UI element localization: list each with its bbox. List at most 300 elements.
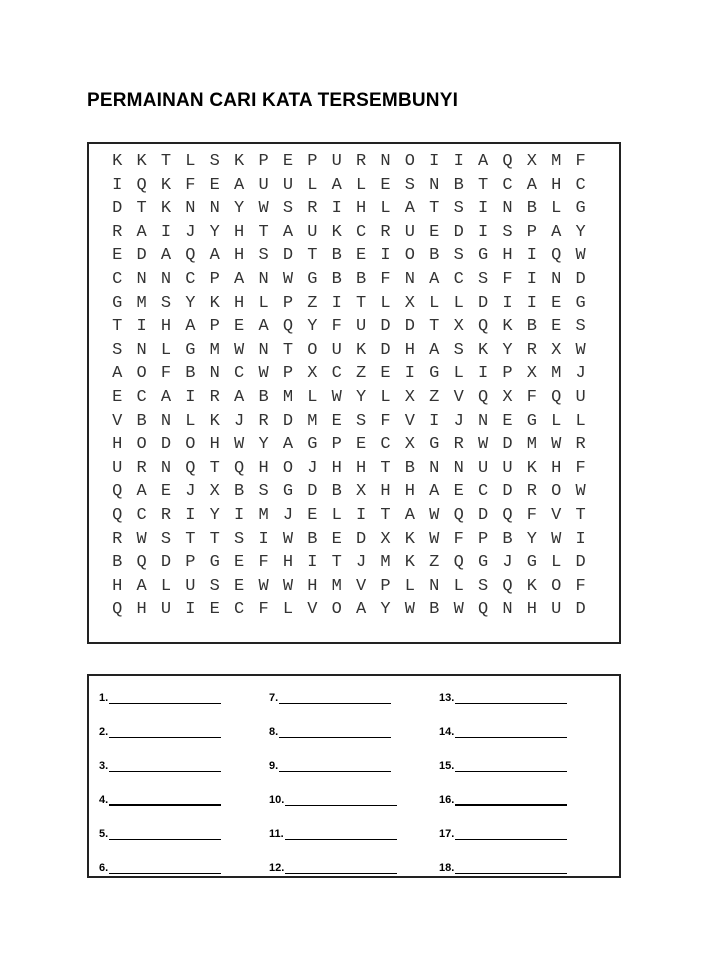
grid-letter[interactable]: X: [209, 482, 220, 502]
grid-letter[interactable]: R: [160, 505, 172, 525]
answer-blank-line[interactable]: [455, 794, 567, 806]
grid-letter[interactable]: B: [453, 175, 464, 195]
grid-letter[interactable]: Y: [307, 317, 318, 337]
grid-letter[interactable]: D: [404, 317, 415, 337]
grid-letter[interactable]: H: [356, 458, 367, 478]
grid-letter[interactable]: N: [551, 269, 562, 289]
grid-letter[interactable]: I: [477, 199, 489, 219]
grid-letter[interactable]: L: [453, 576, 464, 596]
grid-letter[interactable]: Z: [429, 553, 440, 573]
grid-letter[interactable]: H: [404, 482, 415, 502]
grid-letter[interactable]: T: [575, 505, 586, 525]
grid-letter[interactable]: Y: [185, 293, 196, 313]
grid-letter[interactable]: W: [258, 576, 269, 596]
answer-blank-line[interactable]: [279, 761, 391, 772]
answer-blank-line[interactable]: [279, 727, 391, 738]
grid-letter[interactable]: U: [575, 387, 586, 407]
grid-letter[interactable]: T: [429, 199, 440, 219]
grid-letter[interactable]: Q: [234, 458, 245, 478]
grid-letter[interactable]: K: [160, 199, 172, 219]
grid-letter[interactable]: L: [551, 199, 562, 219]
grid-letter[interactable]: V: [112, 411, 123, 431]
grid-letter[interactable]: I: [477, 364, 489, 384]
grid-letter[interactable]: A: [234, 269, 245, 289]
grid-letter[interactable]: F: [453, 529, 464, 549]
grid-letter[interactable]: T: [185, 529, 196, 549]
grid-letter[interactable]: R: [209, 387, 220, 407]
grid-letter[interactable]: P: [258, 152, 269, 171]
grid-letter[interactable]: E: [356, 435, 367, 455]
grid-letter[interactable]: K: [112, 152, 123, 171]
grid-letter[interactable]: E: [453, 482, 464, 502]
grid-letter[interactable]: G: [477, 553, 489, 573]
grid-letter[interactable]: M: [551, 152, 562, 171]
grid-letter[interactable]: Q: [477, 317, 489, 337]
grid-letter[interactable]: I: [502, 293, 513, 313]
grid-letter[interactable]: A: [429, 482, 440, 502]
grid-letter[interactable]: D: [502, 482, 513, 502]
grid-letter[interactable]: T: [331, 553, 342, 573]
grid-letter[interactable]: H: [234, 246, 245, 266]
grid-letter[interactable]: A: [429, 269, 440, 289]
answer-blank-line[interactable]: [285, 863, 397, 874]
grid-letter[interactable]: D: [112, 199, 123, 219]
grid-letter[interactable]: W: [404, 600, 415, 620]
grid-letter[interactable]: S: [282, 199, 294, 219]
grid-letter[interactable]: L: [380, 199, 391, 219]
grid-letter[interactable]: U: [551, 600, 562, 620]
grid-letter[interactable]: L: [331, 505, 342, 525]
grid-letter[interactable]: H: [209, 435, 220, 455]
grid-letter[interactable]: G: [477, 246, 489, 266]
grid-letter[interactable]: T: [429, 317, 440, 337]
grid-letter[interactable]: F: [526, 387, 537, 407]
grid-letter[interactable]: R: [356, 152, 367, 171]
grid-letter[interactable]: W: [551, 529, 562, 549]
grid-letter[interactable]: S: [502, 222, 513, 242]
grid-letter[interactable]: E: [380, 364, 391, 384]
grid-letter[interactable]: A: [160, 387, 172, 407]
grid-letter[interactable]: Q: [551, 387, 562, 407]
grid-letter[interactable]: Q: [282, 317, 294, 337]
grid-letter[interactable]: W: [551, 435, 562, 455]
grid-letter[interactable]: W: [477, 435, 489, 455]
grid-letter[interactable]: W: [258, 364, 269, 384]
grid-letter[interactable]: I: [234, 505, 245, 525]
grid-letter[interactable]: T: [209, 529, 220, 549]
grid-letter[interactable]: O: [282, 458, 294, 478]
grid-letter[interactable]: P: [282, 293, 294, 313]
grid-letter[interactable]: V: [404, 411, 415, 431]
grid-letter[interactable]: I: [160, 222, 172, 242]
grid-letter[interactable]: X: [404, 387, 415, 407]
grid-letter[interactable]: H: [258, 458, 269, 478]
grid-letter[interactable]: O: [331, 600, 342, 620]
grid-letter[interactable]: D: [380, 317, 391, 337]
grid-letter[interactable]: M: [282, 387, 294, 407]
grid-letter[interactable]: T: [209, 458, 220, 478]
grid-letter[interactable]: B: [234, 482, 245, 502]
grid-letter[interactable]: S: [453, 340, 464, 360]
grid-letter[interactable]: F: [502, 269, 513, 289]
grid-letter[interactable]: I: [380, 246, 391, 266]
grid-letter[interactable]: O: [551, 576, 562, 596]
grid-letter[interactable]: V: [356, 576, 367, 596]
answer-blank-line[interactable]: [285, 795, 397, 806]
grid-letter[interactable]: Q: [453, 505, 464, 525]
grid-letter[interactable]: G: [307, 269, 318, 289]
grid-letter[interactable]: W: [136, 529, 147, 549]
grid-letter[interactable]: O: [136, 435, 147, 455]
grid-letter[interactable]: E: [112, 387, 123, 407]
grid-letter[interactable]: E: [356, 246, 367, 266]
grid-letter[interactable]: J: [502, 553, 513, 573]
grid-letter[interactable]: G: [526, 411, 537, 431]
grid-letter[interactable]: U: [331, 340, 342, 360]
answer-blank-line[interactable]: [109, 863, 221, 874]
grid-letter[interactable]: T: [160, 152, 172, 171]
grid-letter[interactable]: O: [404, 152, 415, 171]
grid-letter[interactable]: Q: [185, 246, 196, 266]
grid-letter[interactable]: B: [331, 246, 342, 266]
grid-letter[interactable]: E: [429, 222, 440, 242]
grid-letter[interactable]: W: [331, 387, 342, 407]
grid-letter[interactable]: A: [185, 317, 196, 337]
grid-letter[interactable]: M: [307, 411, 318, 431]
grid-letter[interactable]: N: [477, 411, 489, 431]
grid-letter[interactable]: U: [185, 576, 196, 596]
grid-letter[interactable]: I: [526, 246, 537, 266]
grid-letter[interactable]: K: [160, 175, 172, 195]
grid-letter[interactable]: D: [380, 340, 391, 360]
grid-letter[interactable]: A: [136, 222, 147, 242]
grid-letter[interactable]: X: [307, 364, 318, 384]
grid-letter[interactable]: K: [136, 152, 147, 171]
grid-letter[interactable]: I: [575, 529, 586, 549]
grid-letter[interactable]: N: [160, 458, 172, 478]
grid-letter[interactable]: G: [526, 553, 537, 573]
grid-letter[interactable]: N: [404, 269, 415, 289]
grid-letter[interactable]: K: [331, 222, 342, 242]
grid-letter[interactable]: A: [258, 317, 269, 337]
grid-letter[interactable]: N: [380, 152, 391, 171]
grid-letter[interactable]: X: [404, 435, 415, 455]
grid-letter[interactable]: P: [209, 317, 220, 337]
grid-letter[interactable]: H: [551, 458, 562, 478]
grid-letter[interactable]: O: [307, 340, 318, 360]
grid-letter[interactable]: G: [112, 293, 123, 313]
grid-letter[interactable]: K: [526, 576, 537, 596]
grid-letter[interactable]: G: [282, 482, 294, 502]
grid-letter[interactable]: O: [551, 482, 562, 502]
grid-letter[interactable]: J: [185, 482, 196, 502]
grid-letter[interactable]: W: [575, 482, 586, 502]
grid-letter[interactable]: D: [575, 553, 586, 573]
grid-letter[interactable]: F: [185, 175, 196, 195]
grid-letter[interactable]: B: [331, 269, 342, 289]
grid-letter[interactable]: G: [209, 553, 220, 573]
grid-letter[interactable]: P: [502, 364, 513, 384]
grid-letter[interactable]: R: [575, 435, 586, 455]
grid-letter[interactable]: J: [307, 458, 318, 478]
grid-letter[interactable]: M: [136, 293, 147, 313]
grid-letter[interactable]: B: [526, 199, 537, 219]
grid-letter[interactable]: E: [331, 411, 342, 431]
grid-letter[interactable]: H: [234, 293, 245, 313]
grid-letter[interactable]: L: [380, 387, 391, 407]
grid-letter[interactable]: Q: [502, 152, 513, 171]
grid-letter[interactable]: S: [575, 317, 586, 337]
grid-letter[interactable]: V: [551, 505, 562, 525]
grid-letter[interactable]: U: [502, 458, 513, 478]
grid-letter[interactable]: S: [160, 293, 172, 313]
grid-letter[interactable]: D: [453, 222, 464, 242]
grid-letter[interactable]: D: [575, 600, 586, 620]
grid-letter[interactable]: T: [356, 293, 367, 313]
grid-letter[interactable]: S: [477, 269, 489, 289]
grid-letter[interactable]: W: [429, 529, 440, 549]
grid-letter[interactable]: X: [551, 340, 562, 360]
grid-letter[interactable]: U: [307, 222, 318, 242]
grid-letter[interactable]: Z: [356, 364, 367, 384]
grid-letter[interactable]: H: [380, 482, 391, 502]
grid-letter[interactable]: R: [380, 222, 391, 242]
grid-letter[interactable]: I: [258, 529, 269, 549]
grid-letter[interactable]: K: [404, 529, 415, 549]
grid-letter[interactable]: D: [136, 246, 147, 266]
grid-letter[interactable]: T: [380, 505, 391, 525]
grid-letter[interactable]: H: [282, 553, 294, 573]
grid-letter[interactable]: F: [331, 317, 342, 337]
grid-letter[interactable]: I: [331, 293, 342, 313]
grid-letter[interactable]: P: [282, 364, 294, 384]
grid-letter[interactable]: K: [356, 340, 367, 360]
grid-letter[interactable]: M: [331, 576, 342, 596]
grid-letter[interactable]: V: [453, 387, 464, 407]
grid-letter[interactable]: T: [477, 175, 489, 195]
grid-letter[interactable]: A: [209, 246, 220, 266]
grid-letter[interactable]: I: [356, 505, 367, 525]
answer-blank-line[interactable]: [455, 727, 567, 738]
grid-letter[interactable]: T: [136, 199, 147, 219]
grid-letter[interactable]: D: [160, 435, 172, 455]
grid-letter[interactable]: D: [356, 529, 367, 549]
grid-letter[interactable]: A: [282, 222, 294, 242]
grid-letter[interactable]: D: [502, 435, 513, 455]
grid-letter[interactable]: H: [404, 340, 415, 360]
grid-letter[interactable]: S: [112, 340, 123, 360]
grid-letter[interactable]: Q: [477, 387, 489, 407]
grid-letter[interactable]: I: [136, 317, 147, 337]
grid-letter[interactable]: F: [160, 364, 172, 384]
grid-letter[interactable]: Y: [258, 435, 269, 455]
grid-letter[interactable]: E: [331, 529, 342, 549]
grid-letter[interactable]: I: [477, 222, 489, 242]
grid-letter[interactable]: I: [404, 364, 415, 384]
grid-letter[interactable]: J: [453, 411, 464, 431]
grid-letter[interactable]: S: [234, 529, 245, 549]
grid-letter[interactable]: M: [551, 364, 562, 384]
grid-letter[interactable]: E: [234, 317, 245, 337]
grid-letter[interactable]: Q: [136, 175, 147, 195]
grid-letter[interactable]: O: [136, 364, 147, 384]
grid-letter[interactable]: S: [209, 152, 220, 171]
grid-letter[interactable]: E: [380, 175, 391, 195]
grid-letter[interactable]: H: [112, 435, 123, 455]
grid-letter[interactable]: N: [136, 269, 147, 289]
grid-letter[interactable]: L: [404, 576, 415, 596]
grid-letter[interactable]: C: [331, 364, 342, 384]
grid-letter[interactable]: A: [404, 505, 415, 525]
grid-letter[interactable]: R: [526, 482, 537, 502]
grid-letter[interactable]: F: [258, 600, 269, 620]
answer-blank-line[interactable]: [279, 693, 391, 704]
grid-letter[interactable]: L: [307, 387, 318, 407]
grid-letter[interactable]: Q: [551, 246, 562, 266]
grid-letter[interactable]: M: [209, 340, 220, 360]
grid-letter[interactable]: B: [258, 387, 269, 407]
grid-letter[interactable]: I: [185, 387, 196, 407]
grid-letter[interactable]: H: [526, 600, 537, 620]
grid-letter[interactable]: S: [258, 246, 269, 266]
grid-letter[interactable]: S: [209, 576, 220, 596]
grid-letter[interactable]: E: [209, 175, 220, 195]
grid-letter[interactable]: L: [356, 175, 367, 195]
grid-letter[interactable]: N: [209, 364, 220, 384]
grid-letter[interactable]: H: [136, 600, 147, 620]
grid-letter[interactable]: N: [136, 340, 147, 360]
grid-letter[interactable]: U: [112, 458, 123, 478]
grid-letter[interactable]: E: [160, 482, 172, 502]
grid-letter[interactable]: S: [160, 529, 172, 549]
answer-blank-line[interactable]: [455, 693, 567, 704]
grid-letter[interactable]: G: [429, 364, 440, 384]
grid-letter[interactable]: I: [429, 152, 440, 171]
grid-letter[interactable]: Q: [502, 505, 513, 525]
grid-letter[interactable]: X: [526, 364, 537, 384]
grid-letter[interactable]: D: [282, 411, 294, 431]
grid-letter[interactable]: H: [160, 317, 172, 337]
grid-letter[interactable]: C: [234, 600, 245, 620]
grid-letter[interactable]: N: [160, 269, 172, 289]
grid-letter[interactable]: A: [234, 175, 245, 195]
grid-letter[interactable]: K: [209, 293, 220, 313]
grid-letter[interactable]: K: [209, 411, 220, 431]
grid-letter[interactable]: K: [502, 317, 513, 337]
grid-letter[interactable]: V: [307, 600, 318, 620]
grid-letter[interactable]: Y: [209, 222, 220, 242]
grid-letter[interactable]: W: [234, 435, 245, 455]
grid-letter[interactable]: H: [331, 458, 342, 478]
grid-letter[interactable]: C: [112, 269, 123, 289]
grid-letter[interactable]: C: [136, 387, 147, 407]
grid-letter[interactable]: A: [551, 222, 562, 242]
grid-letter[interactable]: B: [185, 364, 196, 384]
grid-letter[interactable]: J: [356, 553, 367, 573]
grid-letter[interactable]: T: [380, 458, 391, 478]
grid-letter[interactable]: N: [429, 576, 440, 596]
grid-letter[interactable]: F: [258, 553, 269, 573]
grid-letter[interactable]: L: [551, 553, 562, 573]
grid-letter[interactable]: Y: [526, 529, 537, 549]
grid-letter[interactable]: A: [331, 175, 342, 195]
grid-letter[interactable]: A: [526, 175, 537, 195]
grid-letter[interactable]: F: [575, 458, 586, 478]
grid-letter[interactable]: D: [575, 269, 586, 289]
grid-letter[interactable]: R: [453, 435, 464, 455]
grid-letter[interactable]: L: [307, 175, 318, 195]
grid-letter[interactable]: L: [160, 576, 172, 596]
grid-letter[interactable]: X: [356, 482, 367, 502]
grid-letter[interactable]: W: [282, 269, 294, 289]
grid-letter[interactable]: U: [331, 152, 342, 171]
grid-letter[interactable]: L: [429, 293, 440, 313]
grid-letter[interactable]: L: [453, 293, 464, 313]
grid-letter[interactable]: I: [331, 199, 342, 219]
grid-letter[interactable]: J: [234, 411, 245, 431]
grid-letter[interactable]: E: [551, 317, 562, 337]
grid-letter[interactable]: Y: [380, 600, 391, 620]
grid-letter[interactable]: W: [282, 529, 294, 549]
grid-letter[interactable]: B: [429, 246, 440, 266]
grid-letter[interactable]: I: [526, 293, 537, 313]
grid-letter[interactable]: B: [502, 529, 513, 549]
grid-letter[interactable]: N: [429, 458, 440, 478]
grid-letter[interactable]: L: [185, 152, 196, 171]
grid-letter[interactable]: P: [307, 152, 318, 171]
grid-letter[interactable]: P: [477, 529, 489, 549]
grid-letter[interactable]: F: [380, 411, 391, 431]
grid-letter[interactable]: X: [526, 152, 537, 171]
grid-letter[interactable]: Q: [453, 553, 464, 573]
grid-letter[interactable]: X: [502, 387, 513, 407]
grid-letter[interactable]: N: [185, 199, 196, 219]
grid-letter[interactable]: O: [185, 435, 196, 455]
grid-letter[interactable]: F: [526, 505, 537, 525]
grid-letter[interactable]: L: [551, 411, 562, 431]
grid-letter[interactable]: S: [453, 199, 464, 219]
grid-letter[interactable]: A: [234, 387, 245, 407]
grid-letter[interactable]: W: [453, 600, 464, 620]
grid-letter[interactable]: X: [404, 293, 415, 313]
grid-letter[interactable]: R: [258, 411, 269, 431]
grid-letter[interactable]: A: [282, 435, 294, 455]
grid-letter[interactable]: E: [502, 411, 513, 431]
grid-letter[interactable]: S: [258, 482, 269, 502]
grid-letter[interactable]: B: [331, 482, 342, 502]
grid-letter[interactable]: G: [307, 435, 318, 455]
grid-letter[interactable]: I: [185, 505, 196, 525]
grid-letter[interactable]: K: [526, 458, 537, 478]
grid-letter[interactable]: O: [404, 246, 415, 266]
grid-letter[interactable]: I: [453, 152, 464, 171]
grid-letter[interactable]: M: [526, 435, 537, 455]
grid-letter[interactable]: Y: [356, 387, 367, 407]
grid-letter[interactable]: L: [453, 364, 464, 384]
grid-letter[interactable]: U: [258, 175, 269, 195]
grid-letter[interactable]: I: [307, 553, 318, 573]
grid-letter[interactable]: C: [575, 175, 586, 195]
grid-letter[interactable]: C: [380, 435, 391, 455]
grid-letter[interactable]: N: [502, 199, 513, 219]
grid-letter[interactable]: W: [575, 246, 586, 266]
grid-letter[interactable]: I: [112, 175, 123, 195]
answer-blank-line[interactable]: [109, 794, 221, 806]
grid-letter[interactable]: L: [160, 340, 172, 360]
grid-letter[interactable]: F: [575, 152, 586, 171]
grid-letter[interactable]: Q: [185, 458, 196, 478]
grid-letter[interactable]: T: [112, 317, 123, 337]
